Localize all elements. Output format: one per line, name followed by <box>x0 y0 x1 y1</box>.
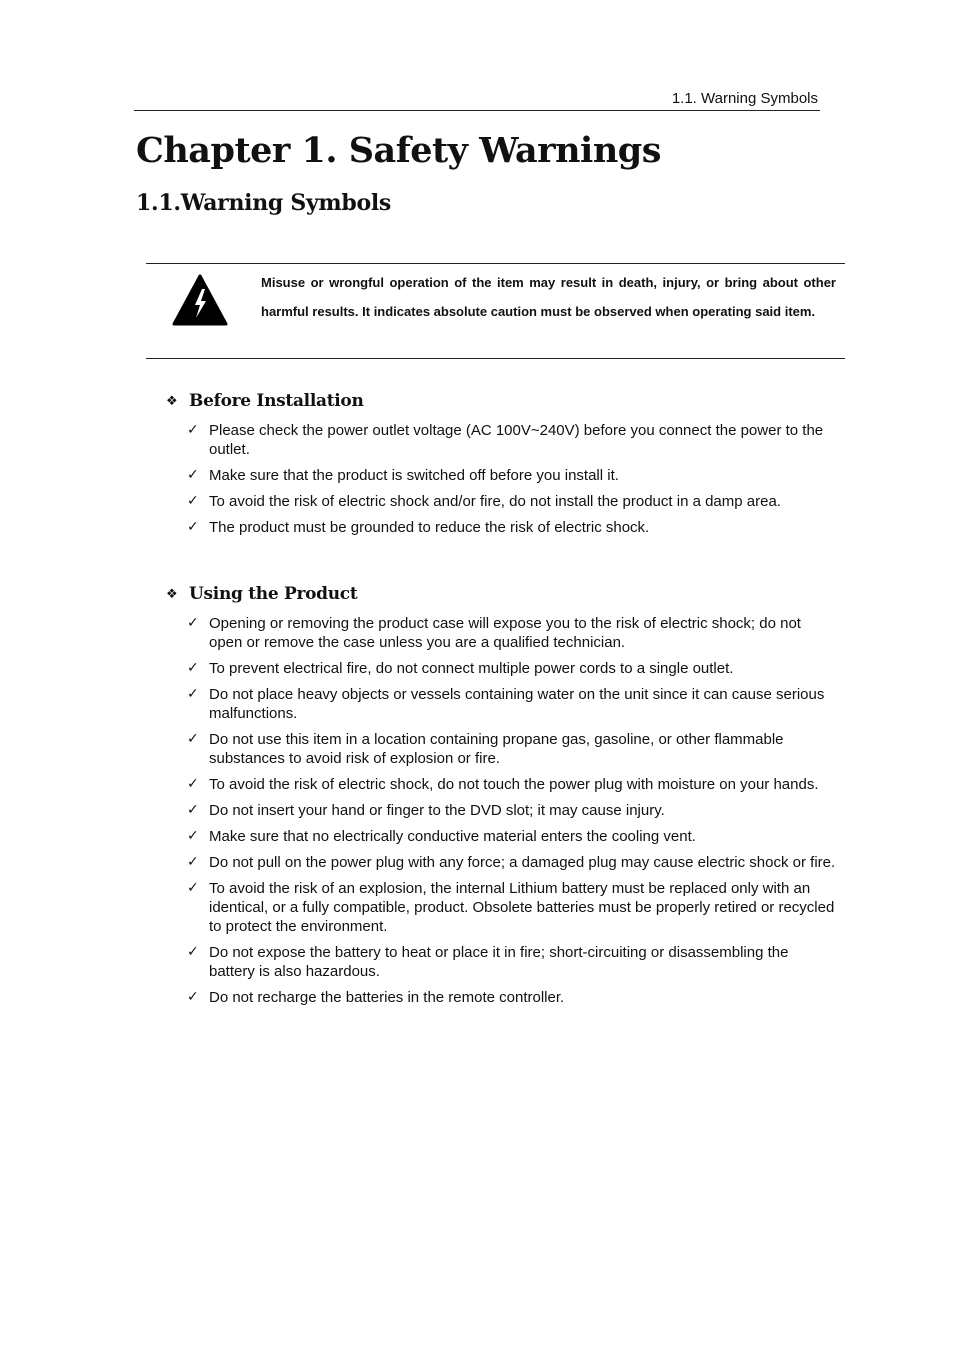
subsection-heading-text: Before Installation <box>189 391 364 411</box>
checklist <box>166 614 836 1007</box>
list-item <box>166 659 836 678</box>
list-item-text: To avoid the risk of electric shock, do not touch the power plug with moisture on your hands. <box>209 776 819 793</box>
list-item-text: Do not insert your hand or finger to the DVD slot; it may cause injury. <box>209 802 665 819</box>
check-icon: ✓ <box>187 467 199 483</box>
list-item <box>166 730 836 768</box>
list-item <box>166 775 836 794</box>
list-item <box>166 801 836 820</box>
list-item <box>166 988 836 1007</box>
check-icon: ✓ <box>187 828 199 844</box>
list-item-text: To avoid the risk of an explosion, the internal Lithium battery must be replaced only with an identical, or a fully compatible, product. Obsolete batteries must be properly retired or recycled to protect the environment. <box>209 880 835 935</box>
check-icon: ✓ <box>187 880 199 896</box>
high-voltage-warning-icon <box>172 274 228 326</box>
list-item-text: The product must be grounded to reduce the risk of electric shock. <box>209 519 650 536</box>
list-item <box>166 879 836 936</box>
check-icon: ✓ <box>187 802 199 818</box>
running-header-title: 1.1. Warning Symbols <box>671 90 818 107</box>
check-icon: ✓ <box>187 731 199 747</box>
list-item <box>166 421 836 459</box>
list-item-text: Make sure that the product is switched off before you install it. <box>209 467 619 484</box>
list-item <box>166 518 836 537</box>
list-item-text: Make sure that no electrically conductive material enters the cooling vent. <box>209 828 696 845</box>
subsection-using-the-product <box>166 581 836 1014</box>
list-item-text: Do not place heavy objects or vessels containing water on the unit since it can cause serious malfunctions. <box>209 686 825 722</box>
check-icon: ✓ <box>187 686 199 702</box>
check-icon: ✓ <box>187 519 199 535</box>
checklist <box>166 421 836 537</box>
check-icon: ✓ <box>187 493 199 509</box>
list-item <box>166 827 836 846</box>
section-title: 1.1.Warning Symbols <box>136 190 392 216</box>
check-icon: ✓ <box>187 854 199 870</box>
list-item-text: To prevent electrical fire, do not connect multiple power cords to a single outlet. <box>209 660 734 677</box>
check-icon: ✓ <box>187 989 199 1005</box>
check-icon: ✓ <box>187 422 199 438</box>
list-item-text: Do not expose the battery to heat or place it in fire; short-circuiting or disassembling the battery is also hazardous. <box>209 944 789 980</box>
list-item-text: Do not use this item in a location containing propane gas, gasoline, or other flammable substances to avoid risk of explosion or fire. <box>209 731 784 767</box>
subsection-heading-text: Using the Product <box>189 584 358 604</box>
check-icon: ✓ <box>187 615 199 631</box>
list-item <box>166 492 836 511</box>
list-item <box>166 466 836 485</box>
diamond-bullet-icon: ❖ <box>166 586 178 602</box>
chapter-title: Chapter 1. Safety Warnings <box>136 130 661 171</box>
list-item <box>166 943 836 981</box>
subsection-heading <box>166 388 836 414</box>
list-item-text: To avoid the risk of electric shock and/or fire, do not install the product in a damp area. <box>209 493 781 510</box>
warning-box <box>146 263 845 359</box>
diamond-bullet-icon: ❖ <box>166 393 178 409</box>
warning-text: Misuse or wrongful operation of the item may result in death, injury, or bring about other harmful results. It indicates absolute caution must be observed when operating said item. <box>261 275 836 319</box>
list-item-text: Opening or removing the product case will expose you to the risk of electric shock; do not open or remove the case unless you are a qualified technician. <box>209 615 801 651</box>
list-item-text: Do not pull on the power plug with any force; a damaged plug may cause electric shock or fire. <box>209 854 836 871</box>
list-item-text: Do not recharge the batteries in the remote controller. <box>209 989 565 1006</box>
check-icon: ✓ <box>187 776 199 792</box>
subsection-heading <box>166 581 836 607</box>
subsection-before-installation <box>166 388 836 544</box>
check-icon: ✓ <box>187 660 199 676</box>
running-header <box>134 89 820 111</box>
check-icon: ✓ <box>187 944 199 960</box>
list-item <box>166 614 836 652</box>
list-item <box>166 685 836 723</box>
list-item <box>166 853 836 872</box>
list-item-text: Please check the power outlet voltage (AC 100V~240V) before you connect the power to the outlet. <box>209 422 824 458</box>
